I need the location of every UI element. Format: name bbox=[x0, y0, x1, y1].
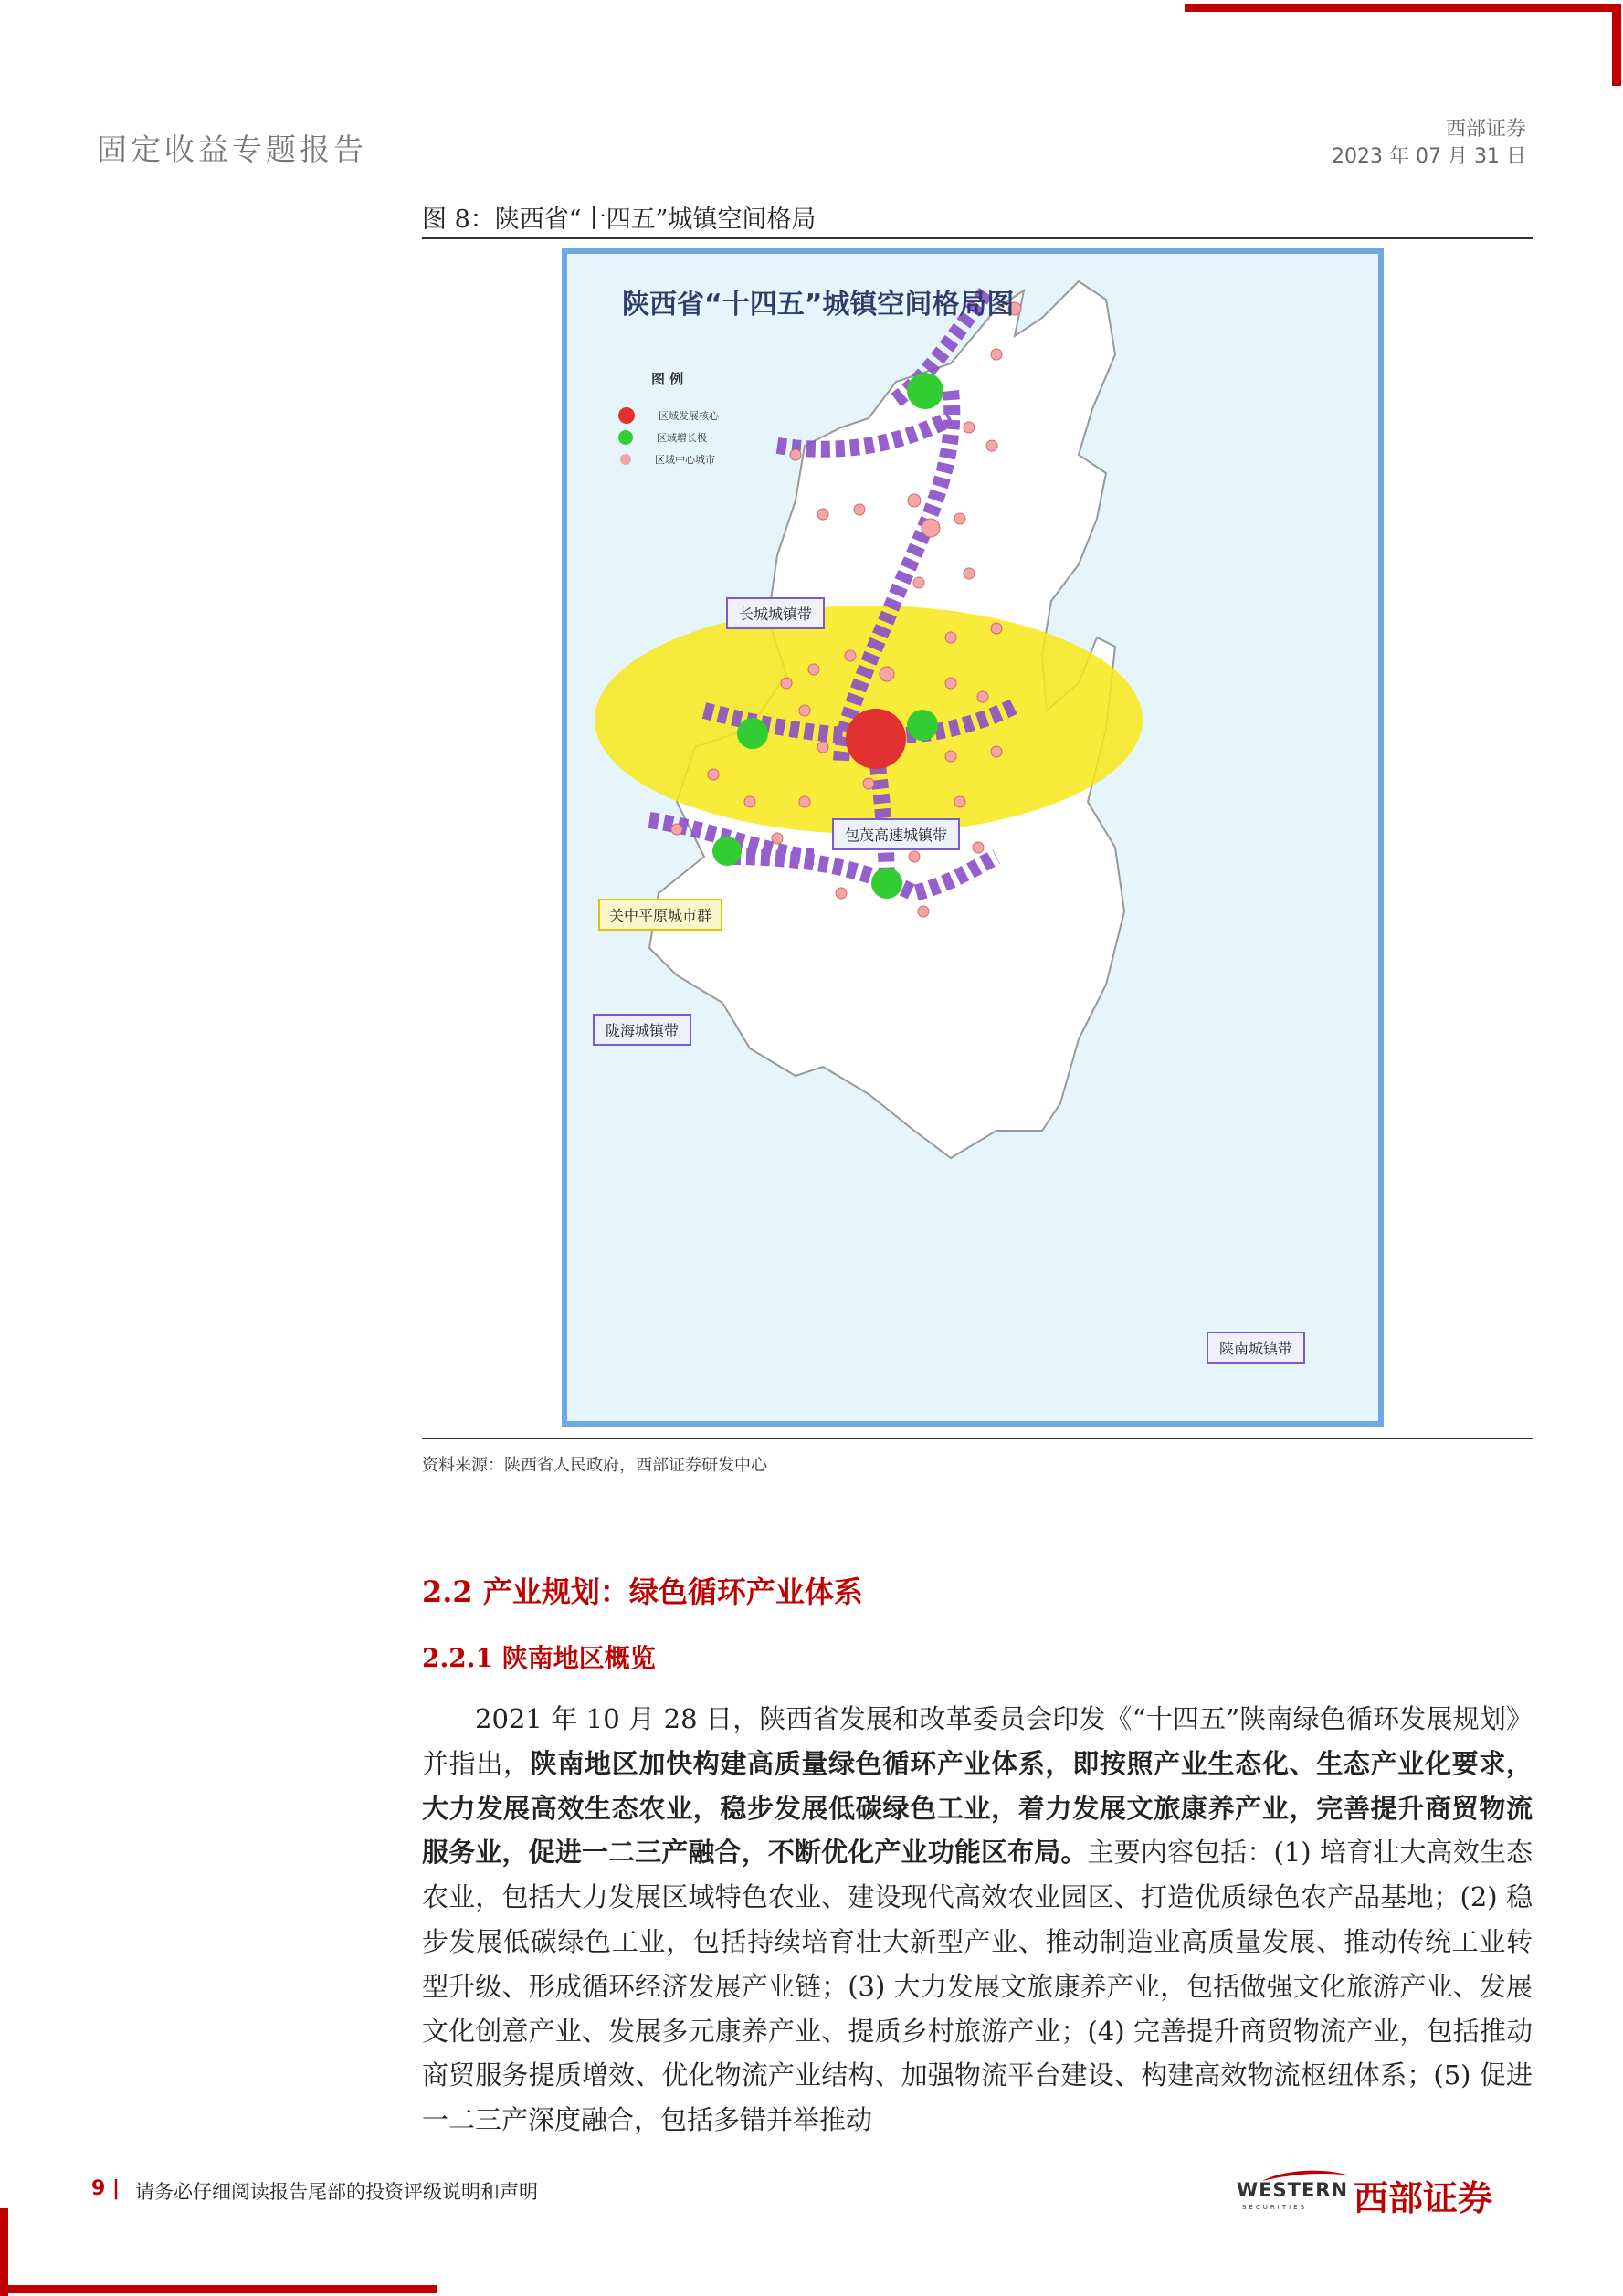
label-guanzhong: 关中平原城市群 bbox=[598, 899, 722, 931]
legend-title: 图 例 bbox=[651, 371, 684, 387]
report-date: 2023 年 07 月 31 日 bbox=[1332, 145, 1526, 168]
footer-disclaimer: 请务必仔细阅读报告尾部的投资评级说明和声明 bbox=[135, 2181, 538, 2203]
body-paragraph bbox=[422, 1697, 1533, 2143]
growth-pole-yulin bbox=[907, 373, 943, 409]
logo-text-en-sub: SECURITIES bbox=[1242, 2204, 1308, 2211]
logo-text-en: WESTERN bbox=[1237, 2179, 1349, 2201]
growth-pole-dot-icon bbox=[618, 430, 633, 445]
legend-label: 区域增长极 bbox=[657, 432, 707, 444]
subsection-heading: 2.2.1 陕南地区概览 bbox=[422, 1643, 656, 1673]
label-baomao-belt: 包茂高速城镇带 bbox=[832, 818, 960, 850]
growth-pole-baoji bbox=[737, 718, 768, 749]
legend-item-core bbox=[618, 407, 719, 424]
label-longhai-belt: 陇海城镇带 bbox=[593, 1014, 691, 1046]
corner-decoration-bottom bbox=[0, 2285, 437, 2293]
centre-city-dot-icon bbox=[620, 454, 631, 465]
paragraph-emphasis: 陕南地区加快构建高质量绿色循环产业体系，即按照产业生态化、生态产业化要求，大力发展高效生态农业，稳步发展低碳绿色工业，着力发展文旅康养产业，完善提升商贸物流服务业，促进一二三产融合，不断优化产业功能区布局。 bbox=[422, 1747, 1533, 1869]
map-title: 陕西省“十四五”城镇空间格局图 bbox=[622, 289, 1015, 321]
section-heading: 2.2 产业规划：绿色循环产业体系 bbox=[422, 1575, 863, 1609]
corner-decoration-top-vertical bbox=[1612, 4, 1621, 86]
map-figure bbox=[562, 248, 1384, 1427]
page-number: 9 | bbox=[91, 2177, 121, 2200]
logo-text-cn: 西部证券 bbox=[1354, 2178, 1493, 2218]
source-divider bbox=[422, 1438, 1533, 1439]
legend-item-growth-pole bbox=[618, 430, 707, 445]
caption-divider bbox=[422, 237, 1533, 239]
header-company: 西部证券 bbox=[1445, 118, 1526, 141]
legend-item-centre-city bbox=[618, 452, 715, 467]
figure-caption: 图 8：陕西省“十四五”城镇空间格局 bbox=[422, 205, 817, 234]
paragraph-lead: 2021 年 10 月 28 日，陕西省发展和改革委员会印发《“十四五”陕南绿色循环发展规划》并指出， bbox=[422, 1703, 1533, 1779]
paragraph-rest: 主要内容包括：(1) 培育壮大高效生态农业，包括大力发展区域特色农业、建设现代高效农业园区、打造优质绿色农产品基地；(2) 稳步发展低碳绿色工业，包括持续培育壮大新型产业、推动制造业高质量发展、推动传统工业转型升级、形成循环经济发展产业链；(3) 大力发展文旅康养产业，包括做强文化旅游产业、发展文化创意产业、发展多元康养产业、提质乡村旅游产业；(4) 完善提升商贸物流产业，包括推动商贸服务提质增效、优化物流产业结构、加强物流平台建设、构建高效物流枢纽体系；(5) 促进一二三产深度融合，包括多错并举推动 bbox=[422, 1837, 1533, 2136]
growth-pole-ankang bbox=[871, 868, 902, 899]
legend-label: 区域中心城市 bbox=[655, 454, 715, 466]
corner-decoration-top bbox=[1185, 4, 1621, 12]
report-type: 固定收益专题报告 bbox=[97, 132, 367, 167]
corner-decoration-bottom-vertical bbox=[0, 2208, 8, 2296]
figure-source: 资料来源：陕西省人民政府，西部证券研发中心 bbox=[422, 1456, 767, 1475]
label-great-wall-belt: 长城城镇带 bbox=[726, 597, 825, 629]
legend-label: 区域发展核心 bbox=[659, 410, 719, 422]
development-core-xian bbox=[846, 709, 906, 769]
growth-pole-hanzhong bbox=[712, 837, 742, 866]
growth-pole-weinan bbox=[907, 710, 938, 741]
core-dot-icon bbox=[618, 407, 635, 424]
map-illustration bbox=[567, 254, 1378, 1421]
label-shaannan-belt: 陕南城镇带 bbox=[1207, 1332, 1305, 1364]
